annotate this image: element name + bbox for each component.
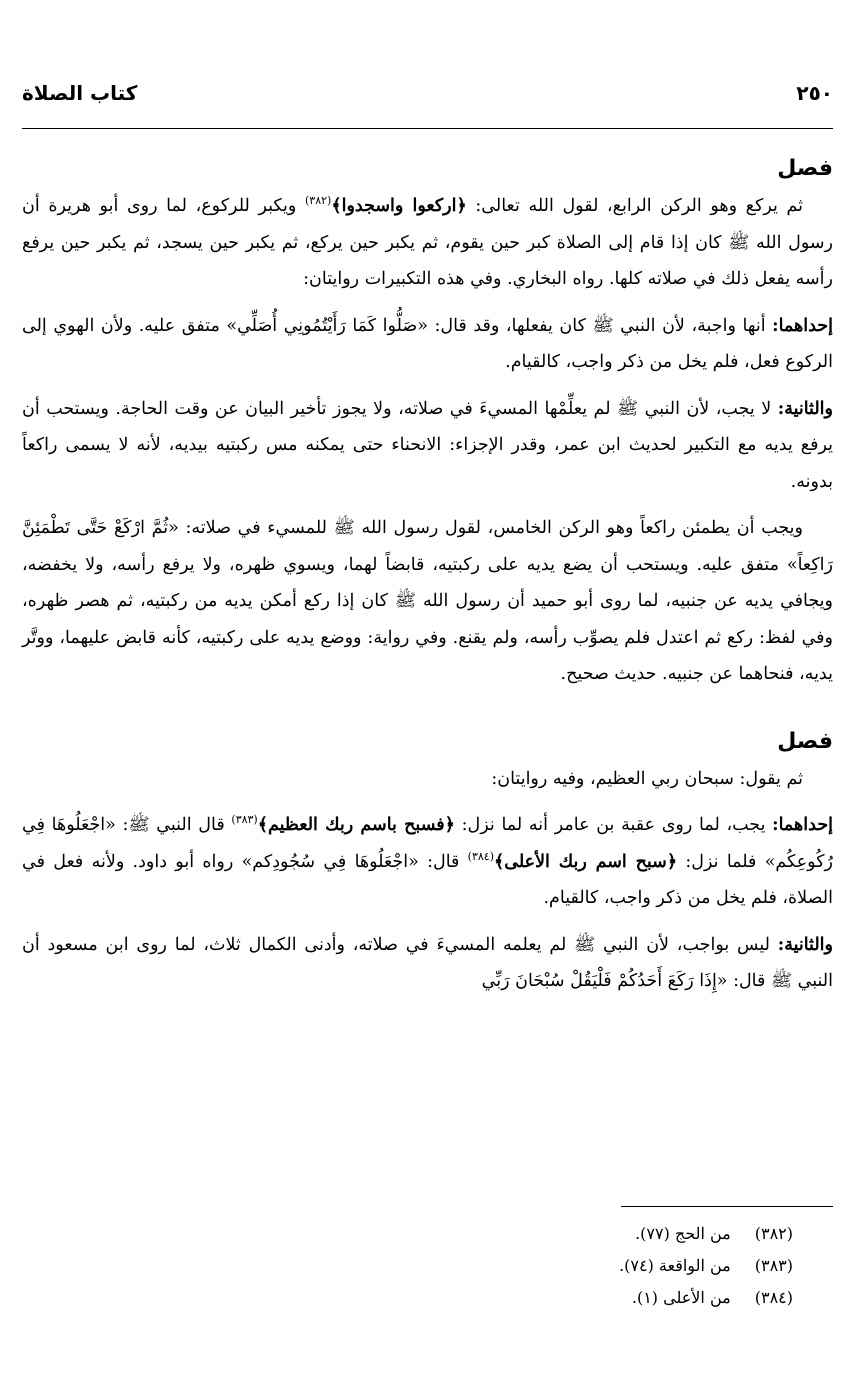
lead-term: إحداهما: [772,815,834,835]
section-heading: فصل [777,728,833,754]
footnote-number: (٣٨٢) [754,1224,793,1243]
text-run: أنها واجبة، لأن النبي ﷺ كان يفعلها، وقد قال: «صَلُّوا كَمَا رَأَيْتُمُونِي أُصَلِّي» متفق عليه. ولأن الهوي إلى الركوع فعل، فلم يخل من ذكر واجب، كالقيام. [22,315,833,372]
header-rule [22,128,833,129]
text-run: قال: «اجْعَلُوهَا فِي سُجُودِكم» رواه أبو داود. ولأنه فعل في الصلاة، فلم يخل من ذكر واجب، كالقيام. [22,851,833,908]
paragraph-ruku [22,188,833,298]
footnote-ref: (٣٨٤) [467,849,494,863]
footnote-number: (٣٨٤) [754,1288,793,1307]
paragraph-first-narration [22,807,833,917]
lead-term: والثانية: [777,934,833,955]
paragraph-tasbih [22,761,833,798]
footnote-ref: (٣٨٢) [305,194,332,208]
page-body [22,150,833,1010]
footnote-text: من الأعلى (١). [631,1288,731,1307]
lead-term: إحداهما: [772,315,833,336]
quran-quote: ﴿اركعوا واسجدوا﴾ [331,196,467,216]
footnotes [619,1218,793,1314]
lead-term: والثانية: [777,398,833,419]
text-run: قال النبي ﷺ: «اجْعَلُوهَا فِي رُكُوعِكُم» فلما نزل: [22,815,833,872]
quran-quote: ﴿فسبح باسم ربك العظيم﴾ [257,815,455,835]
footnote-number: (٣٨٣) [754,1256,793,1275]
footnote-text: من الحج (٧٧). [635,1224,731,1243]
text-run: ويكبر للركوع، لما روى أبو هريرة أن رسول الله ﷺ كان إذا قام إلى الصلاة كبر حين يقوم، ثم يكبر حين يركع، ثم يكبر حين يسجد، ثم يكبر حين يرفع رأسه يفعل ذلك في صلاته كلها. رواه البخاري. وفي هذه التكبيرات روايتان: [22,196,833,289]
text-run: ويجب أن يطمئن راكعاً وهو الركن الخامس، لقول رسول الله ﷺ للمسيء في صلاته: «ثُمَّ ارْكَعْ حَتَّى تَطْمَئِنَّ رَاكِعاً» متفق عليه. ويستحب أن يضع يديه على ركبتيه، قابضاً لهما، ويسوي ظهره، ولا يرفع رأسه، ولا يخفضه، ويجافي يديه عن جنبيه، لما روى أبو حميد أن رسول الله ﷺ كان إذا ركع أمكن يديه من ركبتيه، ثم هصر ظهره، وفي لفظ: ركع ثم اعتدل فلم يصوِّب رأسه، ولم يقنع. وفي رواية: ووضع يديه على ركبتيه، كأنه قابض عليهما، ووتَّر يديه، فنحاهما عن جنبيه. حديث صحيح. [22,518,833,684]
footnote-text: من الواقعة (٧٤). [619,1256,731,1275]
section-heading: فصل [777,156,833,181]
paragraph-first-narration [22,308,833,381]
text-run: ثم يقول: سبحان ربي العظيم، وفيه روايتان: [491,768,803,789]
quran-quote: ﴿سبح اسم ربك الأعلى﴾ [494,851,678,872]
footnote-item [619,1218,793,1250]
page-number: ٢٥٠ [796,81,833,105]
footnote-item [619,1282,793,1314]
text-run: ليس بواجب، لأن النبي ﷺ لم يعلمه المسيءَ في صلاته، وأدنى الكمال ثلاث، لما روى ابن مسعود أن النبي ﷺ قال: «إِذَا رَكَعَ أَحَدُكُمْ فَلْيَقُلْ سُبْحَانَ رَبِّي [22,934,833,991]
footnote-ref: (٣٨٣) [231,813,258,827]
running-title: كتاب الصلاة [22,81,138,105]
text-run: ثم يركع وهو الركن الرابع، لقول الله تعالى: [466,196,803,216]
footnote-rule [621,1206,833,1207]
paragraph-tumaninah [22,510,833,693]
paragraph-second-narration [22,391,833,501]
section-gap [22,703,833,723]
paragraph-second-narration [22,927,833,1000]
text-run: يجب، لما روى عقبة بن عامر أنه لما نزل: [454,815,773,835]
page-header [22,78,833,108]
footnote-item [619,1250,793,1282]
text-run: لا يجب، لأن النبي ﷺ لم يعلِّمْها المسيءَ في صلاته، ولا يجوز تأخير البيان عن وقت الحاجة. ويستحب أن يرفع يديه مع التكبير لحديث ابن عمر، وقدر الإجزاء: الانحناء حتى يمكنه مس ركبتيه بيديه، لأنه لا يسمى راكعاً بدونه. [22,398,833,492]
